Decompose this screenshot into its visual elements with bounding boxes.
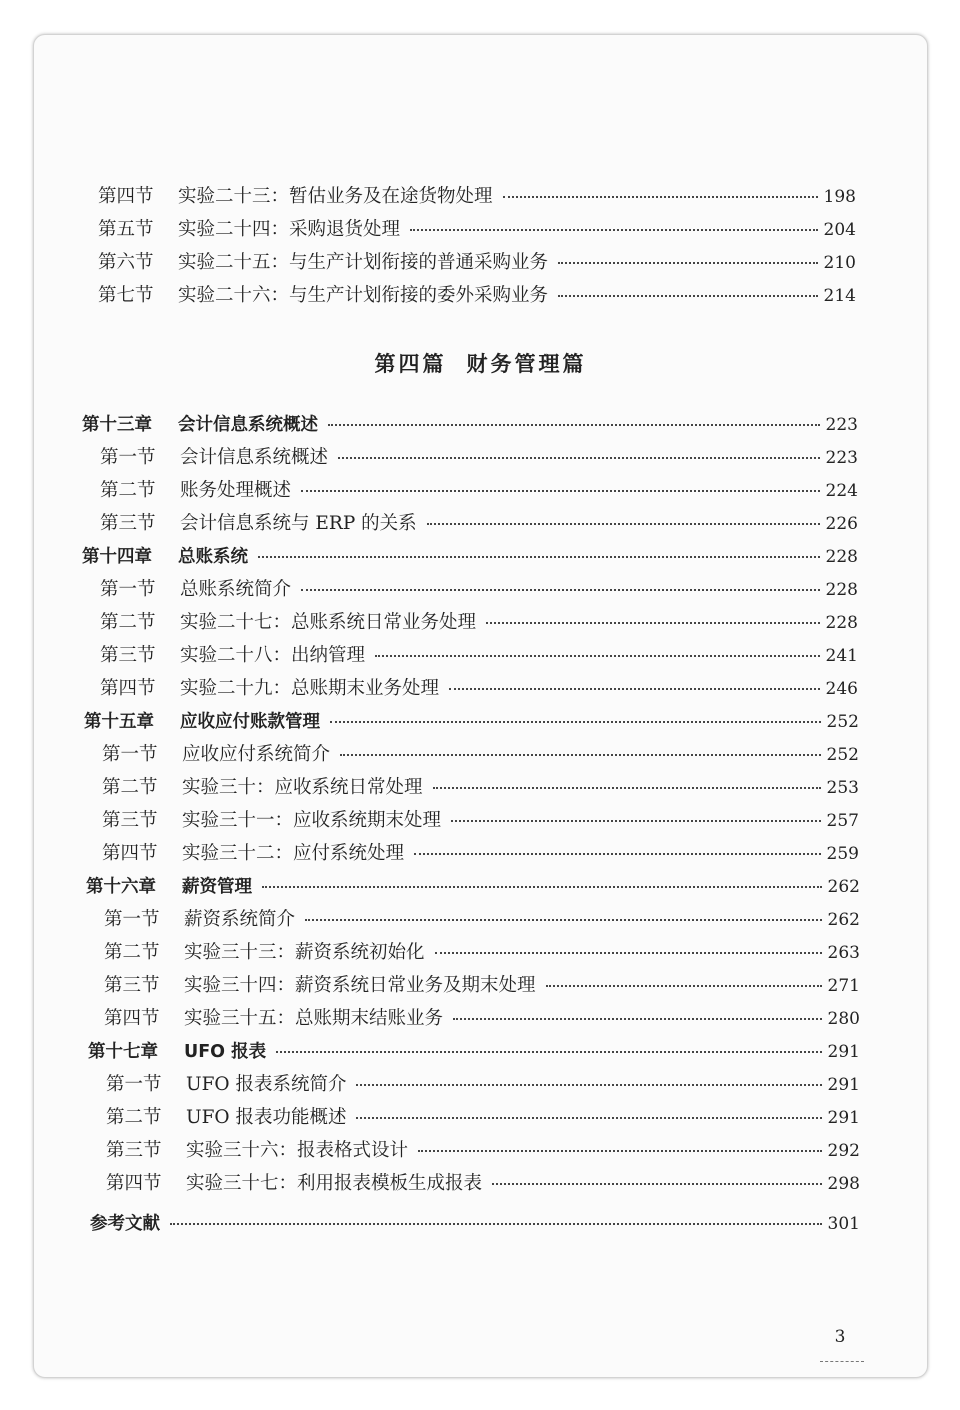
toc-row-title: 实验三十二：应付系统处理 (182, 843, 405, 864)
toc-row-number: 第十四章 (82, 547, 152, 567)
toc-row[interactable] (102, 842, 859, 866)
dot-leader (170, 1223, 822, 1225)
page-number: 3 (834, 1327, 846, 1347)
dot-leader (276, 1051, 821, 1053)
toc-row-number: 第十五章 (84, 712, 154, 732)
toc-row-page: 291 (827, 1042, 860, 1062)
toc-row[interactable] (106, 1073, 860, 1097)
toc-row[interactable] (104, 974, 860, 998)
toc-row[interactable] (100, 578, 858, 602)
toc-row-title: UFO 报表 (184, 1042, 267, 1062)
toc-row-title: 实验三十：应收系统日常处理 (182, 777, 423, 798)
toc-row[interactable] (98, 185, 856, 209)
toc-row-number: 第二节 (106, 1107, 162, 1128)
toc-row-title: 实验三十四：薪资系统日常业务及期末处理 (184, 975, 536, 996)
toc-references-row[interactable] (90, 1212, 860, 1236)
toc-row[interactable] (100, 644, 858, 668)
toc-row-number: 第十三章 (82, 415, 152, 435)
toc-chapter-row[interactable] (82, 413, 858, 437)
toc-row-number: 第一节 (102, 744, 158, 765)
toc-row-page: 291 (827, 1108, 860, 1128)
part-number: 第四篇 (374, 351, 447, 376)
toc-row-number: 第一节 (100, 579, 156, 600)
toc-row-number: 第二节 (100, 612, 156, 633)
dot-leader (486, 622, 820, 624)
toc-row-title: 会计信息系统与 ERP 的关系 (180, 513, 417, 534)
toc-row-page: 271 (827, 976, 860, 996)
toc-row-page: 224 (825, 481, 858, 501)
dot-leader (451, 820, 821, 822)
toc-row-number: 第五节 (98, 219, 154, 240)
toc-row-number: 第四节 (98, 186, 154, 207)
toc-row[interactable] (100, 479, 858, 503)
toc-row-title: 实验二十七：总账系统日常业务处理 (180, 612, 477, 633)
toc-row[interactable] (100, 611, 858, 635)
toc-row-number: 参考文献 (90, 1214, 160, 1234)
toc-row-page: 259 (826, 844, 859, 864)
toc-chapter-row[interactable] (82, 545, 858, 569)
toc-row-page: 280 (827, 1009, 860, 1029)
toc-row-number: 第十六章 (86, 877, 156, 897)
toc-row[interactable] (106, 1172, 860, 1196)
toc-row-number: 第二节 (104, 942, 160, 963)
toc-row-page: 263 (827, 943, 860, 963)
toc-row-number: 第六节 (98, 252, 154, 273)
toc-row-title: 应收应付账款管理 (180, 712, 320, 732)
toc-row-number: 第三节 (102, 810, 158, 831)
toc-row-title: 总账系统 (178, 547, 248, 567)
part-name: 财务管理篇 (466, 351, 587, 376)
dot-leader (356, 1084, 821, 1086)
toc-row-page: 198 (823, 187, 856, 207)
toc-row-title: UFO 报表系统简介 (186, 1074, 347, 1095)
toc-row-title: 实验三十六：报表格式设计 (186, 1140, 409, 1161)
toc-row[interactable] (98, 251, 856, 275)
toc-row-page: 257 (826, 811, 859, 831)
dot-leader (503, 196, 818, 198)
dot-leader (262, 886, 822, 888)
dot-leader (301, 490, 820, 492)
dot-leader (330, 721, 821, 723)
toc-row-number: 第一节 (100, 447, 156, 468)
toc-row[interactable] (100, 446, 858, 470)
toc-row-number: 第三节 (106, 1140, 162, 1161)
toc-row-title: 会计信息系统概述 (180, 447, 329, 468)
toc-row-title: 实验二十六：与生产计划衔接的委外采购业务 (178, 285, 549, 306)
toc-row-page: 228 (825, 613, 858, 633)
toc-row-page: 226 (825, 514, 858, 534)
dot-leader (418, 1150, 822, 1152)
toc-row-page: 246 (825, 679, 858, 699)
toc-row[interactable] (104, 941, 860, 965)
toc-row[interactable] (102, 809, 859, 833)
toc-row-title: 应收应付系统简介 (182, 744, 331, 765)
toc-row-title: 实验三十五：总账期末结账业务 (184, 1008, 444, 1029)
dot-leader (301, 589, 820, 591)
toc-row[interactable] (100, 512, 858, 536)
toc-row-page: 301 (827, 1214, 860, 1234)
toc-row-number: 第三节 (104, 975, 160, 996)
toc-row-page: 262 (827, 877, 860, 897)
dot-leader (410, 229, 818, 231)
toc-row-number: 第二节 (102, 777, 158, 798)
dot-leader (433, 787, 821, 789)
toc-row-title: 薪资系统简介 (184, 909, 296, 930)
toc-row-title: 实验三十一：应收系统期末处理 (182, 810, 442, 831)
toc-row-number: 第四节 (102, 843, 158, 864)
dot-leader (328, 424, 820, 426)
toc-row-page: 291 (827, 1075, 860, 1095)
toc-row-page: 298 (827, 1174, 860, 1194)
toc-row-title: 总账系统简介 (180, 579, 292, 600)
toc-row[interactable] (98, 284, 856, 308)
dot-leader (375, 655, 820, 657)
toc-row-page: 241 (825, 646, 858, 666)
toc-row[interactable] (100, 677, 858, 701)
toc-row-number: 第一节 (104, 909, 160, 930)
toc-row-number: 第二节 (100, 480, 156, 501)
toc-row-number: 第四节 (104, 1008, 160, 1029)
toc-row[interactable] (104, 1007, 860, 1031)
dot-leader (435, 952, 822, 954)
toc-row-page: 252 (826, 712, 859, 732)
toc-row[interactable] (104, 908, 860, 932)
dot-leader (558, 262, 818, 264)
toc-row-page: 210 (823, 253, 856, 273)
dot-leader (356, 1117, 821, 1119)
toc-row-title: 实验二十九：总账期末业务处理 (180, 678, 440, 699)
toc-row-title: 账务处理概述 (180, 480, 292, 501)
toc-row[interactable] (106, 1139, 860, 1163)
book-page (33, 34, 928, 1378)
toc-row[interactable] (106, 1106, 860, 1130)
toc-row-number: 第三节 (100, 645, 156, 666)
dot-leader (558, 295, 818, 297)
toc-row-title: UFO 报表功能概述 (186, 1107, 347, 1128)
toc-row-number: 第四节 (106, 1173, 162, 1194)
dot-leader (449, 688, 820, 690)
toc-row-number: 第七节 (98, 285, 154, 306)
toc-row-page: 223 (825, 415, 858, 435)
toc-row[interactable] (102, 743, 859, 767)
toc-row-number: 第三节 (100, 513, 156, 534)
toc-row-number: 第十七章 (88, 1042, 158, 1062)
dot-leader (338, 457, 820, 459)
toc-row-title: 实验三十三：薪资系统初始化 (184, 942, 425, 963)
dot-leader (492, 1183, 822, 1185)
dot-leader (258, 556, 820, 558)
dot-leader (305, 919, 822, 921)
toc-row-page: 262 (827, 910, 860, 930)
toc-row-page: 214 (823, 286, 856, 306)
toc-row-title: 实验二十八：出纳管理 (180, 645, 366, 666)
toc-row-number: 第一节 (106, 1074, 162, 1095)
part-heading (34, 348, 927, 378)
toc-row-page: 253 (826, 778, 859, 798)
toc-row-title: 实验二十五：与生产计划衔接的普通采购业务 (178, 252, 549, 273)
toc-row[interactable] (102, 776, 859, 800)
toc-row[interactable] (98, 218, 856, 242)
toc-row-title: 实验二十三：暂估业务及在途货物处理 (178, 186, 493, 207)
toc-chapter-row[interactable] (88, 1040, 860, 1064)
toc-row-title: 实验三十七：利用报表模板生成报表 (186, 1173, 483, 1194)
toc-chapter-row[interactable] (84, 710, 859, 734)
toc-row-page: 223 (825, 448, 858, 468)
toc-row-page: 228 (825, 547, 858, 567)
page-number-ornament (820, 1351, 864, 1362)
dot-leader (427, 523, 820, 525)
dot-leader (453, 1018, 822, 1020)
toc-row-number: 第四节 (100, 678, 156, 699)
toc-row-page: 292 (827, 1141, 860, 1161)
toc-row-title: 薪资管理 (182, 877, 252, 897)
dot-leader (340, 754, 821, 756)
toc-row-title: 实验二十四：采购退货处理 (178, 219, 401, 240)
dot-leader (546, 985, 822, 987)
toc-row-page: 252 (826, 745, 859, 765)
toc-row-page: 204 (823, 220, 856, 240)
toc-row-title: 会计信息系统概述 (178, 415, 318, 435)
dot-leader (414, 853, 821, 855)
toc-chapter-row[interactable] (86, 875, 860, 899)
toc-row-page: 228 (825, 580, 858, 600)
